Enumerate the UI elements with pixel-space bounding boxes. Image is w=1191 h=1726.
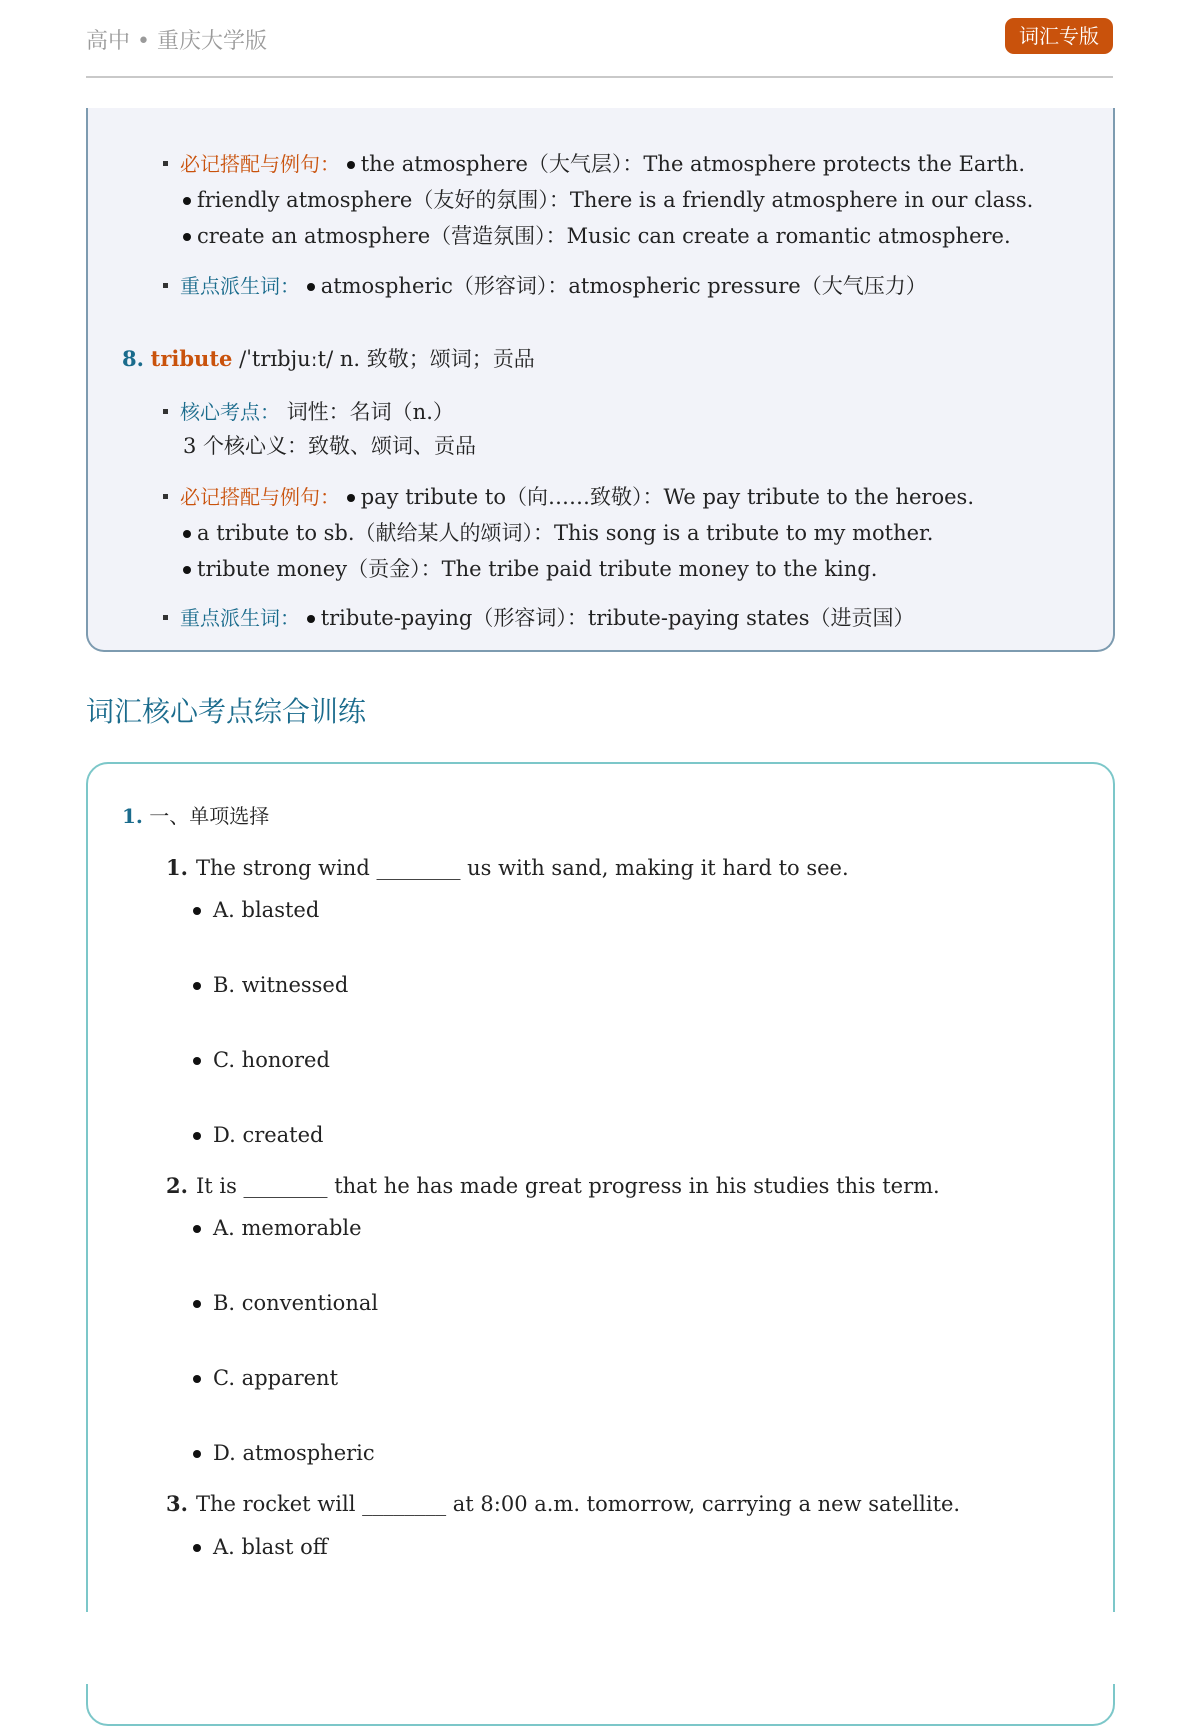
tribute-collocations-row: [163, 481, 974, 511]
bullet-dot-icon: [183, 530, 191, 538]
option-label: A. memorable: [213, 1216, 362, 1240]
exercise-part-heading: [122, 800, 269, 829]
bullet-dot-icon: [193, 907, 201, 915]
option-q2-a[interactable]: [193, 1216, 362, 1240]
bullet-dot-icon: [183, 566, 191, 574]
option-label: C. honored: [213, 1048, 330, 1072]
bullet-dot-icon: [193, 1300, 201, 1308]
bullet-dot-icon: [347, 161, 355, 169]
collocation-item: friendly atmosphere（友好的氛围）：There is a friendly atmosphere in our class.: [197, 188, 1034, 212]
tribute-core-row: [163, 396, 454, 426]
derivative-item: tribute-paying（形容词）：tribute-paying states（进贡国）: [320, 606, 915, 630]
question-3: [166, 1491, 960, 1516]
option-q1-a[interactable]: [193, 898, 319, 922]
question-text: The rocket will ________ at 8:00 a.m. tomorrow, carrying a new satellite.: [195, 1492, 961, 1516]
entry-number: 8.: [122, 346, 144, 371]
derivative-item: atmospheric（形容词）：atmospheric pressure（大气压力）: [320, 274, 927, 298]
core-label: 核心考点：: [180, 400, 280, 424]
tribute-core-meanings: 3 个核心义：致敬、颂词、贡品: [183, 434, 477, 458]
question-number: 2.: [166, 1173, 188, 1198]
bullet-dot-icon: [193, 982, 201, 990]
option-q1-b[interactable]: [193, 973, 348, 997]
bullet-square-icon: [163, 494, 168, 499]
tribute-derivatives-row: [163, 602, 915, 632]
option-q1-d[interactable]: [193, 1123, 324, 1147]
entry-word: tribute: [150, 346, 233, 371]
option-label: B. conventional: [213, 1291, 379, 1315]
option-label: D. atmospheric: [213, 1441, 375, 1465]
collocations-label: 必记搭配与例句：: [180, 485, 340, 509]
question-text: The strong wind ________ us with sand, making it hard to see.: [195, 856, 849, 880]
option-q1-c[interactable]: [193, 1048, 330, 1072]
option-q2-d[interactable]: [193, 1441, 375, 1465]
bullet-dot-icon: [183, 197, 191, 205]
option-q3-a[interactable]: [193, 1535, 328, 1559]
core-pos: 词性：名词（n.）: [286, 400, 454, 424]
option-label: A. blast off: [213, 1535, 328, 1559]
entry-definition: /ˈtrɪbjuːt/ n. 致敬；颂词；贡品: [239, 347, 535, 371]
bullet-dot-icon: [193, 1057, 201, 1065]
bullet-dot-icon: [193, 1450, 201, 1458]
collocations-label: 必记搭配与例句：: [180, 152, 340, 176]
bullet-dot-icon: [193, 1544, 201, 1552]
option-label: A. blasted: [213, 898, 320, 922]
question-1: [166, 855, 849, 880]
entry-tribute-heading: [122, 343, 535, 373]
bullet-dot-icon: [307, 283, 315, 291]
collocation-item: the atmosphere（大气层）：The atmosphere protects the Earth.: [360, 152, 1026, 176]
collocation-row: [183, 184, 1033, 214]
question-text: It is ________ that he has made great progress in his studies this term.: [195, 1174, 940, 1198]
option-q2-c[interactable]: [193, 1366, 338, 1390]
section-title: 词汇核心考点综合训练: [86, 695, 367, 728]
collocation-item: a tribute to sb.（献给某人的颂词）：This song is a tribute to my mother.: [197, 521, 934, 545]
question-2: [166, 1173, 940, 1198]
bullet-dot-icon: [347, 494, 355, 502]
collocation-item: tribute money（贡金）：The tribe paid tribute money to the king.: [197, 557, 878, 581]
option-q2-b[interactable]: [193, 1291, 378, 1315]
bullet-square-icon: [163, 283, 168, 288]
atmosphere-derivatives-row: [163, 270, 927, 300]
bullet-dot-icon: [193, 1375, 201, 1383]
page-bottom-margin: [0, 1612, 1191, 1684]
collocation-item: pay tribute to（向……致敬）：We pay tribute to the heroes.: [360, 485, 974, 509]
bullet-dot-icon: [193, 1225, 201, 1233]
header-title: 高中 • 重庆大学版: [86, 29, 267, 54]
question-number: 3.: [166, 1491, 188, 1516]
page-header: [86, 18, 1113, 78]
derivatives-label: 重点派生词：: [180, 274, 300, 298]
option-label: C. apparent: [213, 1366, 339, 1390]
part-number: 1.: [122, 804, 143, 828]
bullet-dot-icon: [183, 233, 191, 241]
header-badge: 词汇专版: [1005, 18, 1113, 54]
collocation-row: [183, 220, 1011, 250]
question-number: 1.: [166, 855, 188, 880]
collocation-row: [183, 517, 933, 547]
option-label: D. created: [213, 1123, 324, 1147]
bullet-dot-icon: [307, 615, 315, 623]
option-label: B. witnessed: [213, 973, 349, 997]
atmosphere-collocations-row: [163, 148, 1025, 178]
part-title: 一、单项选择: [149, 804, 270, 828]
bullet-square-icon: [163, 409, 168, 414]
collocation-row: [183, 553, 877, 583]
bullet-square-icon: [163, 615, 168, 620]
bullet-dot-icon: [193, 1132, 201, 1140]
collocation-item: create an atmosphere（营造氛围）：Music can create a romantic atmosphere.: [197, 224, 1011, 248]
derivatives-label: 重点派生词：: [180, 606, 300, 630]
bullet-square-icon: [163, 161, 168, 166]
